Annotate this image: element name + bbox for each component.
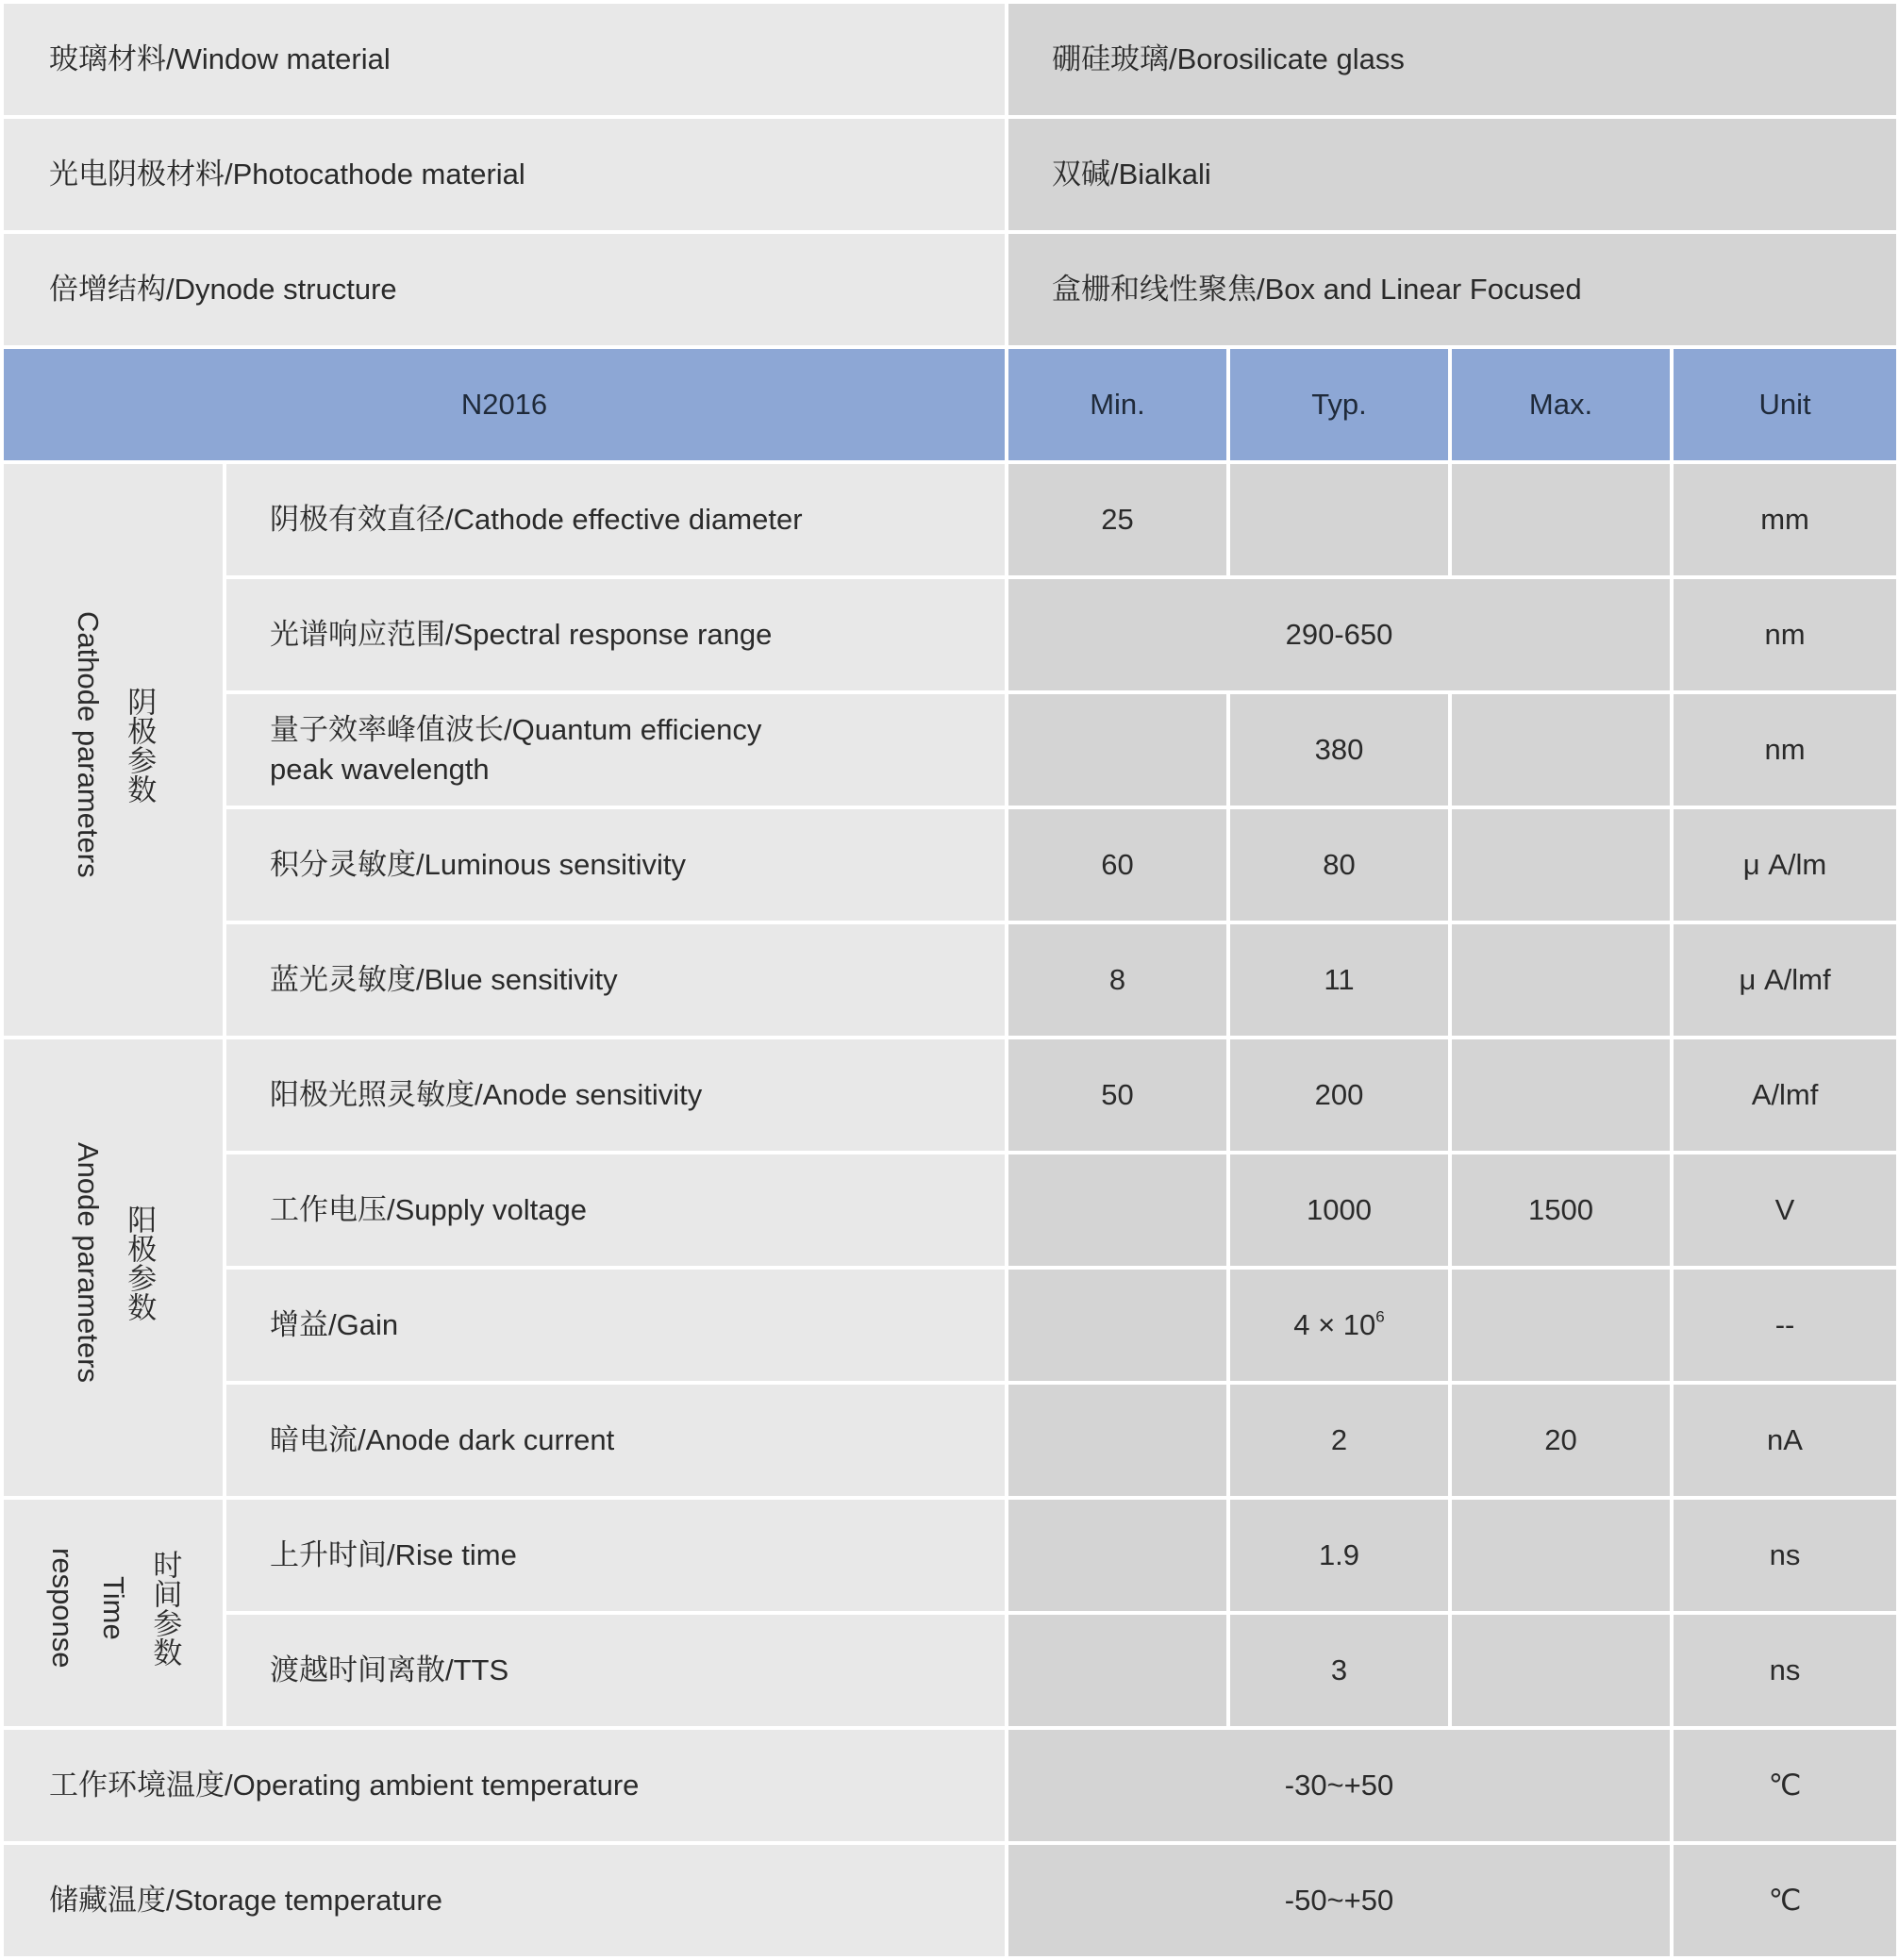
unit-spectral-range: nm [1674, 579, 1896, 694]
unit-cathode-diameter: mm [1674, 464, 1896, 579]
min-blue-sensitivity: 8 [1008, 924, 1230, 1039]
typ-luminous-sensitivity: 80 [1230, 809, 1452, 924]
max-blue-sensitivity [1452, 924, 1674, 1039]
row-spectral-range [4, 579, 1896, 694]
value-dynode-structure: 盒栅和线性聚焦/Box and Linear Focused [1008, 234, 1896, 349]
max-gain [1452, 1270, 1674, 1385]
max-qe-peak [1452, 694, 1674, 809]
max-anode-sensitivity [1452, 1039, 1674, 1154]
typ-dark-current: 2 [1230, 1385, 1452, 1500]
min-cathode-diameter: 25 [1008, 464, 1230, 579]
header-max: Max. [1452, 349, 1674, 464]
range-operating-temperature: -30~+50 [1008, 1730, 1674, 1845]
label-luminous-sensitivity: 积分灵敏度/Luminous sensitivity [226, 809, 1008, 924]
min-supply-voltage [1008, 1154, 1230, 1270]
header-min: Min. [1008, 349, 1230, 464]
row-dark-current [4, 1385, 1896, 1500]
row-gain [4, 1270, 1896, 1385]
label-anode-sensitivity: 阳极光照灵敏度/Anode sensitivity [226, 1039, 1008, 1154]
label-operating-temperature: 工作环境温度/Operating ambient temperature [4, 1730, 1008, 1845]
label-window-material: 玻璃材料/Window material [4, 4, 1008, 119]
unit-anode-sensitivity: A/lmf [1674, 1039, 1896, 1154]
unit-luminous-sensitivity: μ A/lm [1674, 809, 1896, 924]
row-blue-sensitivity [4, 924, 1896, 1039]
typ-anode-sensitivity: 200 [1230, 1039, 1452, 1154]
unit-rise-time: ns [1674, 1500, 1896, 1615]
row-window-material [4, 4, 1896, 119]
max-supply-voltage: 1500 [1452, 1154, 1674, 1270]
range-storage-temperature: -50~+50 [1008, 1845, 1674, 1960]
row-photocathode-material [4, 119, 1896, 234]
label-dynode-structure: 倍增结构/Dynode structure [4, 234, 1008, 349]
max-luminous-sensitivity [1452, 809, 1674, 924]
max-tts [1452, 1615, 1674, 1730]
label-supply-voltage: 工作电压/Supply voltage [226, 1154, 1008, 1270]
range-spectral-range: 290-650 [1008, 579, 1674, 694]
row-dynode-structure [4, 234, 1896, 349]
unit-supply-voltage: V [1674, 1154, 1896, 1270]
group-cathode-parameters [4, 464, 226, 1039]
group-anode-parameters [4, 1039, 226, 1500]
label-photocathode-material: 光电阴极材料/Photocathode material [4, 119, 1008, 234]
min-tts [1008, 1615, 1230, 1730]
group-anode-label: 阳极参数 Anode parameters [72, 1142, 157, 1384]
typ-tts: 3 [1230, 1615, 1452, 1730]
typ-cathode-diameter [1230, 464, 1452, 579]
typ-supply-voltage: 1000 [1230, 1154, 1452, 1270]
label-blue-sensitivity: 蓝光灵敏度/Blue sensitivity [226, 924, 1008, 1039]
label-dark-current: 暗电流/Anode dark current [226, 1385, 1008, 1500]
min-luminous-sensitivity: 60 [1008, 809, 1230, 924]
unit-gain: -- [1674, 1270, 1896, 1385]
row-operating-temperature [4, 1730, 1896, 1845]
min-dark-current [1008, 1385, 1230, 1500]
table-header-row [4, 349, 1896, 464]
unit-qe-peak: nm [1674, 694, 1896, 809]
min-anode-sensitivity: 50 [1008, 1039, 1230, 1154]
typ-qe-peak: 380 [1230, 694, 1452, 809]
row-tts [4, 1615, 1896, 1730]
label-storage-temperature: 储藏温度/Storage temperature [4, 1845, 1008, 1960]
row-supply-voltage [4, 1154, 1896, 1270]
header-unit: Unit [1674, 349, 1896, 464]
max-dark-current: 20 [1452, 1385, 1674, 1500]
unit-blue-sensitivity: μ A/lmf [1674, 924, 1896, 1039]
value-photocathode-material: 双碱/Bialkali [1008, 119, 1896, 234]
min-qe-peak [1008, 694, 1230, 809]
row-cathode-diameter [4, 464, 1896, 579]
group-time-response [4, 1500, 226, 1730]
row-rise-time [4, 1500, 1896, 1615]
label-gain: 增益/Gain [226, 1270, 1008, 1385]
min-gain [1008, 1270, 1230, 1385]
unit-dark-current: nA [1674, 1385, 1896, 1500]
label-spectral-range: 光谱响应范围/Spectral response range [226, 579, 1008, 694]
row-anode-sensitivity [4, 1039, 1896, 1154]
label-tts: 渡越时间离散/TTS [226, 1615, 1008, 1730]
header-model: N2016 [4, 349, 1008, 464]
row-qe-peak [4, 694, 1896, 809]
label-cathode-diameter: 阴极有效直径/Cathode effective diameter [226, 464, 1008, 579]
row-storage-temperature [4, 1845, 1896, 1960]
header-typ: Typ. [1230, 349, 1452, 464]
typ-gain: $4 \times 10^6$ [1230, 1270, 1452, 1385]
unit-tts: ns [1674, 1615, 1896, 1730]
label-rise-time: 上升时间/Rise time [226, 1500, 1008, 1615]
unit-storage-temperature: ℃ [1674, 1845, 1896, 1960]
row-luminous-sensitivity [4, 809, 1896, 924]
label-qe-peak: 量子效率峰值波长/Quantum efficiency peak wavelength [226, 694, 1008, 809]
specification-table [4, 4, 1896, 1960]
typ-rise-time: 1.9 [1230, 1500, 1452, 1615]
value-window-material: 硼硅玻璃/Borosilicate glass [1008, 4, 1896, 119]
group-cathode-label: 阴极参数 Cathode parameters [72, 611, 157, 878]
unit-operating-temperature: ℃ [1674, 1730, 1896, 1845]
max-cathode-diameter [1452, 464, 1674, 579]
typ-blue-sensitivity: 11 [1230, 924, 1452, 1039]
group-time-label: 时间参数 Time response [45, 1547, 182, 1669]
max-rise-time [1452, 1500, 1674, 1615]
min-rise-time [1008, 1500, 1230, 1615]
